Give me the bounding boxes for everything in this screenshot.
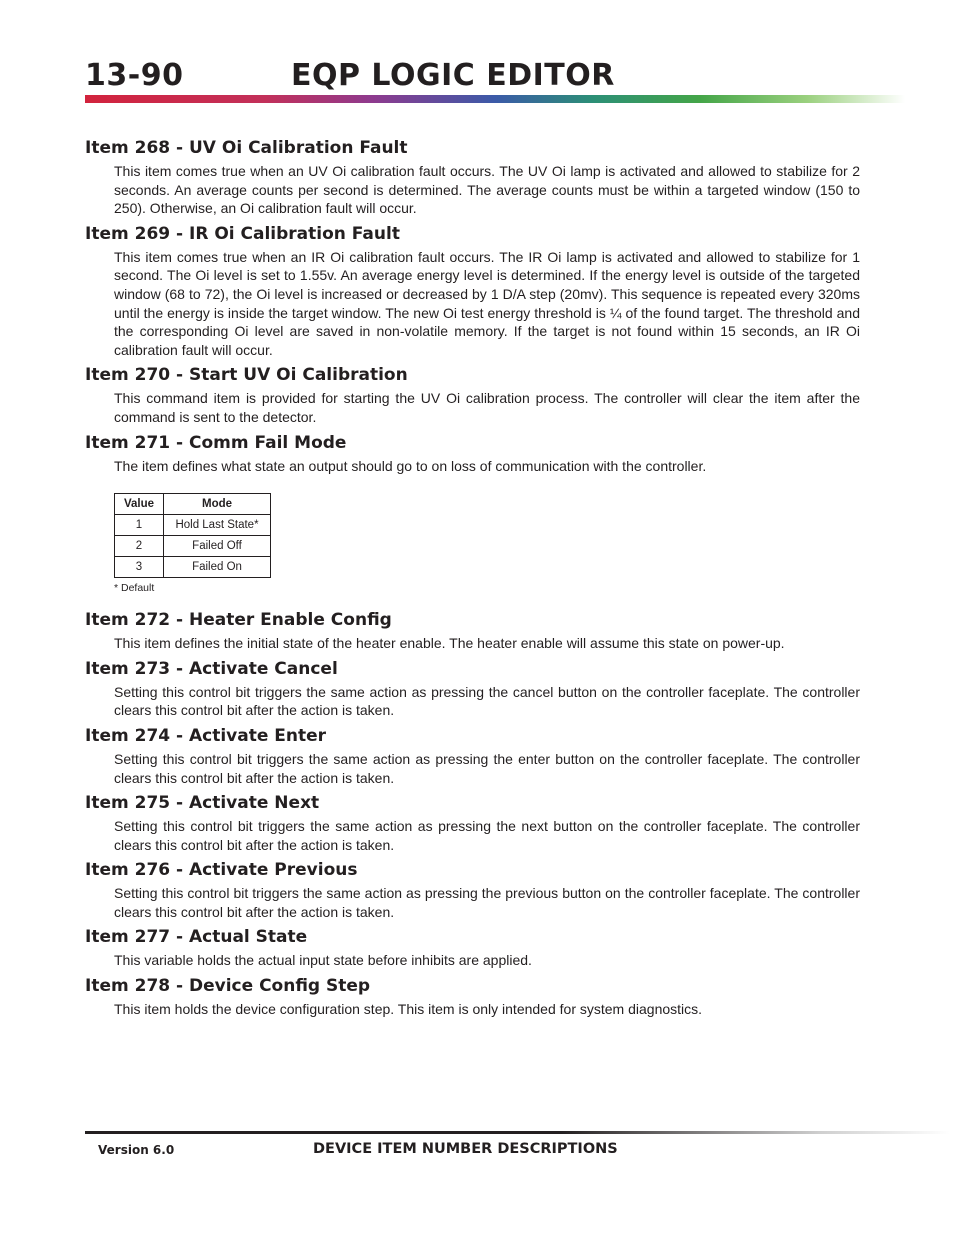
table-header-row: [115, 494, 271, 515]
comm-fail-mode-table: [114, 493, 271, 578]
item-269-section: [85, 222, 860, 360]
item-description: Setting this control bit triggers the same action as pressing the cancel button on the controller faceplate. The controller clears this control bit after the action is taken.: [114, 683, 860, 719]
table-cell-mode: Failed Off: [164, 536, 271, 557]
item-heading: Item 270 - Start UV Oi Calibration: [85, 365, 408, 386]
item-heading: Item 276 - Activate Previous: [85, 860, 358, 881]
item-description: Setting this control bit triggers the same action as pressing the enter button on the controller faceplate. The controller clears this control bit after the action is taken.: [114, 750, 860, 786]
item-description: This item holds the device configuration step. This item is only intended for system diagnostics.: [114, 1001, 703, 1018]
item-heading: Item 278 - Device Config Step: [85, 976, 371, 997]
item-description: The item defines what state an output should go to on loss of communication with the controller.: [114, 457, 707, 474]
item-271-section: [85, 431, 860, 595]
item-heading: Item 272 - Heater Enable Config: [85, 610, 392, 631]
item-273-section: [85, 657, 860, 720]
table-cell-mode: Hold Last State*: [164, 515, 271, 536]
item-heading: Item 274 - Activate Enter: [85, 725, 327, 746]
item-description: This command item is provided for starting the UV Oi calibration process. The controller will clear the item after the command is sent to the detector.: [114, 390, 860, 425]
table-cell-value: 2: [115, 536, 164, 557]
main-content: [85, 136, 860, 1023]
item-270-section: [85, 363, 860, 426]
item-272-section: [85, 608, 860, 653]
item-278-section: [85, 974, 860, 1019]
table-header-value: Value: [115, 494, 164, 515]
footer-version: Version 6.0: [98, 1143, 175, 1157]
table-row: [115, 557, 271, 578]
table-row: [115, 515, 271, 536]
item-275-section: [85, 791, 860, 854]
item-heading: Item 268 - UV Oi Calibration Fault: [85, 138, 408, 158]
item-276-section: [85, 858, 860, 921]
table-cell-mode: Failed On: [164, 557, 271, 578]
page-title: EQP LOGIC EDITOR: [291, 58, 615, 93]
footer-rule: [85, 1131, 950, 1134]
item-description: This item comes true when an UV Oi calibration fault occurs. The UV Oi lamp is activated and allowed to stabilize for 2 seconds. An average counts per second is determined. The average counts must be within a targeted window (150 to 250). Otherwise, an Oi calibration fault will occur.: [114, 163, 860, 217]
item-heading: Item 271 - Comm Fail Mode: [85, 432, 347, 453]
item-description: Setting this control bit triggers the same action as pressing the previous button on the controller faceplate. The controller clears this control bit after the action is taken.: [114, 885, 860, 920]
item-277-section: [85, 925, 860, 970]
item-description: This variable holds the actual input state before inhibits are applied.: [114, 952, 532, 969]
item-268-section: [85, 136, 860, 218]
table-row: [115, 536, 271, 557]
item-heading: Item 269 - IR Oi Calibration Fault: [85, 223, 400, 244]
table-footnote: * Default: [114, 582, 155, 595]
item-description: This item defines the initial state of the heater enable. The heater enable will assume this state on power-up.: [114, 635, 785, 652]
table-cell-value: 1: [115, 515, 164, 536]
item-heading: Item 273 - Activate Cancel: [85, 658, 338, 679]
item-heading: Item 275 - Activate Next: [85, 793, 320, 814]
table-header-mode: Mode: [164, 494, 271, 515]
item-description: This item comes true when an IR Oi calibration fault occurs. The IR Oi lamp is activated and allowed to stabilize for 1 second. The Oi level is set to 1.55v. An average energy level is determined. If the energy level is outside of the targeted window (68 to 72), the Oi level is increased or decreased by 1 D/A step (20mv). This sequence is repeated every 320ms until the energy is inside the target window. The new Oi test energy threshold is ¼ of the found target. The threshold and the corresponding Oi level are saved in non-volatile memory. If the target is not found within 15 seconds, an IR Oi calibration fault will occur.: [114, 248, 860, 358]
item-274-section: [85, 724, 860, 787]
item-description: Setting this control bit triggers the same action as pressing the next button on the controller faceplate. The controller clears this control bit after the action is taken.: [114, 818, 860, 853]
footer-section-title: DEVICE ITEM NUMBER DESCRIPTIONS: [313, 1141, 618, 1157]
header-gradient-bar: [85, 95, 905, 103]
table-cell-value: 3: [115, 557, 164, 578]
page-number: 13-90: [85, 58, 184, 93]
item-heading: Item 277 - Actual State: [85, 927, 308, 948]
